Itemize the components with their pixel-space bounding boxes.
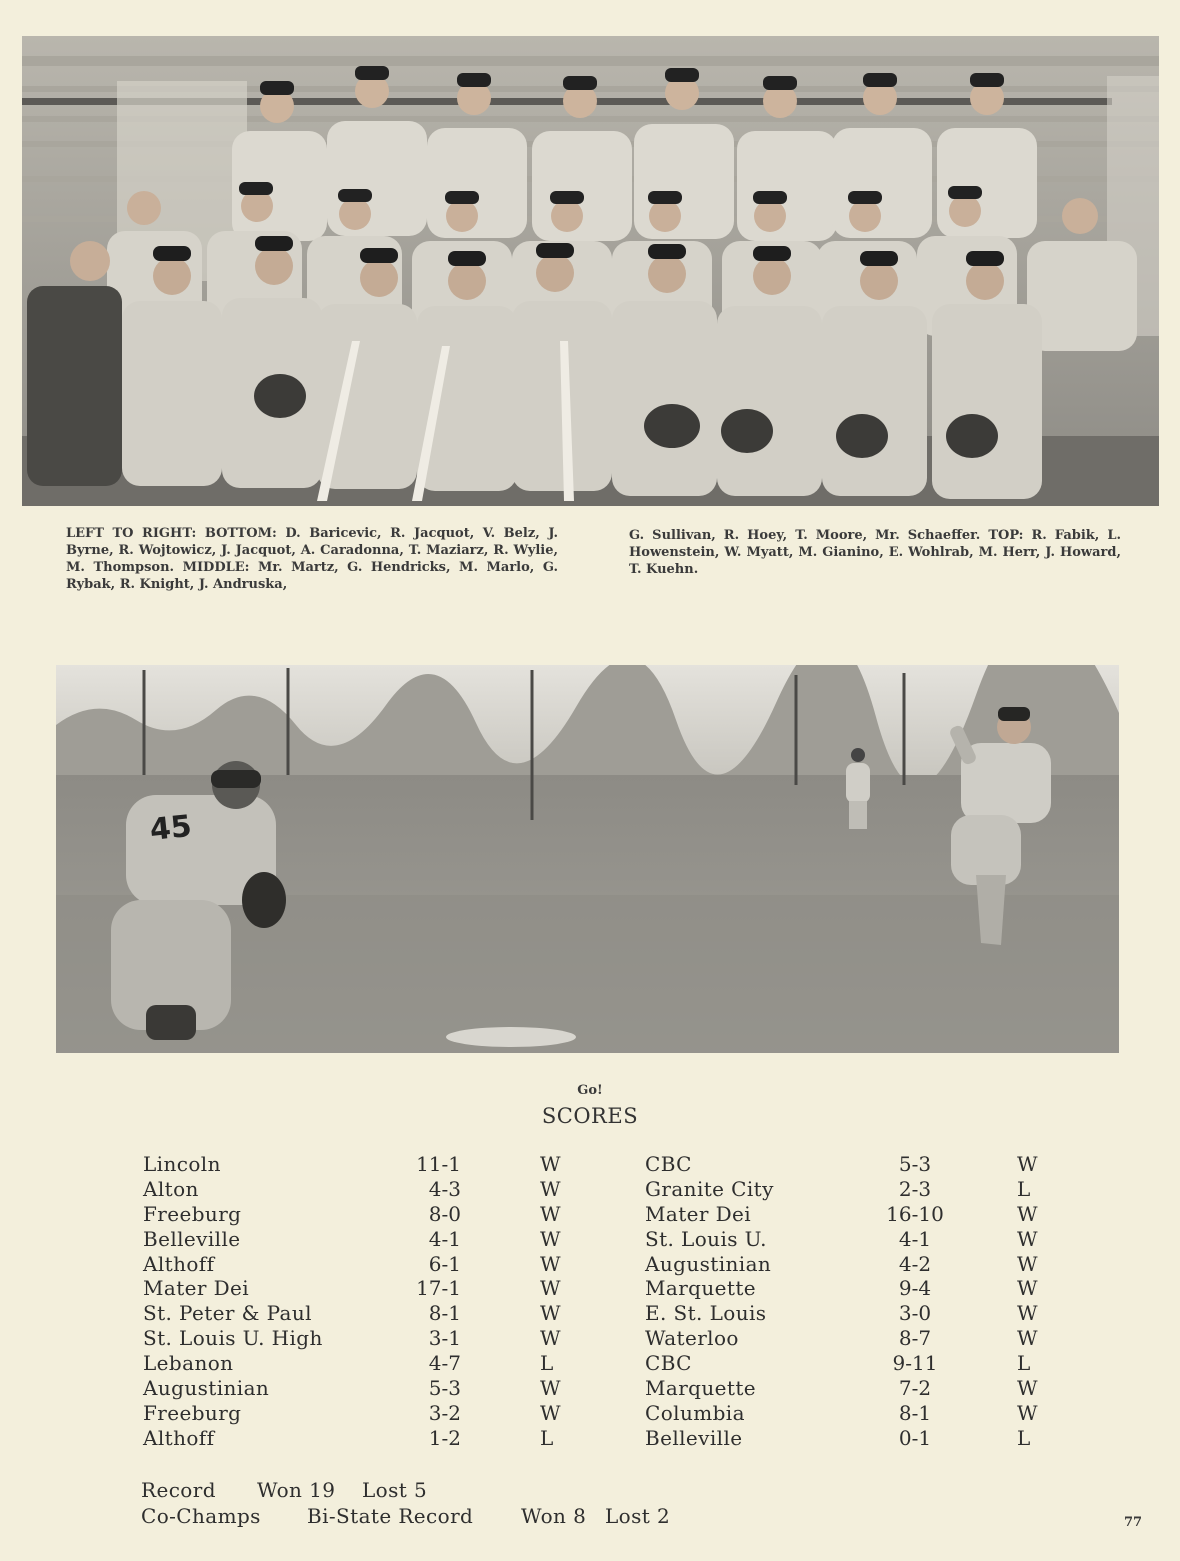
opponent-name: Mater Dei [143,1276,250,1301]
game-result: W [1017,1400,1038,1425]
game-score: 8-7 [898,1326,932,1351]
game-result: W [540,1226,561,1251]
action-photo-graphic [56,665,1119,1053]
game-result: W [540,1152,561,1176]
game-score: 4-1 [898,1226,932,1251]
game-result: W [1017,1376,1038,1401]
score-row [645,1252,1045,1277]
game-result: W [1017,1301,1038,1326]
opponent-name: St. Peter & Paul [143,1301,312,1326]
score-row [143,1227,583,1252]
score-row [645,1401,1045,1426]
game-result: L [540,1351,554,1376]
score-row [645,1351,1045,1376]
opponent-name: Freeburg [143,1400,242,1425]
scores-left-column [143,1152,583,1451]
opponent-name: Belleville [143,1226,241,1251]
opponent-name: St. Louis U. High [143,1326,323,1351]
opponent-name: Marquette [645,1276,756,1301]
go-label: Go! [577,1083,603,1098]
game-score: 4-3 [428,1176,461,1201]
game-result: W [1017,1152,1038,1176]
bi-state-lost: Lost 2 [605,1504,671,1528]
score-row [645,1227,1045,1252]
score-row [143,1426,583,1451]
bi-state-won: Won 8 [521,1504,587,1528]
opponent-name: Althoff [143,1251,215,1276]
game-result: W [1017,1226,1038,1251]
photo-caption-right: G. Sullivan, R. Hoey, T. Moore, Mr. Schaeffer. TOP: R. Fabik, L. Howenstein, W. Myatt, M. Gianino, E. Wohlrab, M. Herr, J. Howard, T. Kuehn. [629,528,1121,577]
game-score: 8-0 [428,1201,461,1226]
game-result: W [540,1301,561,1326]
opponent-name: St. Louis U. [645,1226,767,1251]
bi-state-label: Bi-State Record [307,1504,474,1528]
game-score: 6-1 [428,1251,461,1276]
game-result: W [1017,1251,1038,1276]
record-label: Record [141,1478,216,1502]
game-result: W [540,1376,561,1401]
game-score: 4-2 [898,1251,932,1276]
team-photo [22,36,1159,506]
score-row [143,1202,583,1227]
opponent-name: Marquette [645,1376,756,1401]
game-score: 5-3 [428,1376,461,1401]
opponent-name: CBC [645,1152,692,1176]
opponent-name: Augustinian [645,1251,772,1276]
record-lost: Lost 5 [362,1478,428,1502]
score-row [645,1426,1045,1451]
score-row [143,1376,583,1401]
game-score: 3-2 [428,1400,461,1425]
game-result: W [1017,1326,1038,1351]
game-score: 4-1 [428,1226,461,1251]
game-result: W [1017,1201,1038,1226]
co-champs-label: Co-Champs [141,1504,261,1528]
game-result: W [540,1251,561,1276]
scores-title: SCORES [541,1104,639,1128]
opponent-name: Belleville [645,1425,743,1450]
game-score: 8-1 [898,1400,932,1425]
game-result: W [540,1326,561,1351]
action-photo [56,665,1119,1053]
score-row [143,1301,583,1326]
score-row [143,1276,583,1301]
game-score: 9-11 [892,1351,938,1376]
game-result: W [540,1276,561,1301]
game-score: 8-1 [428,1301,461,1326]
score-row [645,1202,1045,1227]
game-score: 5-3 [898,1152,932,1176]
game-score: 7-2 [898,1376,932,1401]
game-score: 16-10 [886,1201,944,1226]
opponent-name: Granite City [645,1176,774,1201]
game-score: 3-1 [428,1326,461,1351]
game-score: 17-1 [416,1276,461,1301]
opponent-name: Lincoln [143,1152,221,1176]
score-row [143,1177,583,1202]
opponent-name: Columbia [645,1400,745,1425]
score-row [645,1326,1045,1351]
score-row [645,1152,1045,1177]
score-row [645,1301,1045,1326]
record-won: Won 19 [257,1478,336,1502]
game-score: 3-0 [898,1301,932,1326]
score-row [143,1401,583,1426]
game-result: L [1017,1351,1031,1376]
opponent-name: Mater Dei [645,1201,752,1226]
game-score: 4-7 [428,1351,461,1376]
opponent-name: Althoff [143,1425,215,1450]
game-result: W [540,1201,561,1226]
score-row [645,1276,1045,1301]
page-number: 77 [1124,1515,1143,1530]
game-score: 1-2 [428,1425,461,1450]
photo-caption-left: LEFT TO RIGHT: BOTTOM: D. Baricevic, R. Jacquot, V. Belz, J. Byrne, R. Wojtowicz, J. Jacquot, A. Caradonna, T. Maziarz, R. Wylie, M. Thompson. MIDDLE: Mr. Martz, G. Hendricks, M. Marlo, G. Rybak, R. Knight, J. Andruska, [66,526,558,592]
game-result: L [540,1425,554,1450]
score-row [143,1252,583,1277]
opponent-name: Alton [143,1176,199,1201]
score-row [143,1326,583,1351]
game-score: 0-1 [898,1425,932,1450]
plaid-shirt [27,286,122,486]
game-result: W [540,1400,561,1425]
game-score: 11-1 [416,1152,461,1176]
opponent-name: Freeburg [143,1201,242,1226]
jersey-number: 45 [148,808,194,848]
game-result: L [1017,1176,1031,1201]
team-photo-graphic [22,36,1159,506]
opponent-name: Augustinian [143,1376,270,1401]
opponent-name: CBC [645,1351,692,1376]
score-row [645,1376,1045,1401]
game-result: L [1017,1425,1031,1450]
score-row [143,1152,583,1177]
opponent-name: Lebanon [143,1351,234,1376]
game-result: W [1017,1276,1038,1301]
score-row [645,1177,1045,1202]
game-score: 2-3 [898,1176,932,1201]
score-row [143,1351,583,1376]
opponent-name: E. St. Louis [645,1301,767,1326]
opponent-name: Waterloo [645,1326,739,1351]
base [446,1027,576,1047]
game-result: W [540,1176,561,1201]
game-score: 9-4 [898,1276,932,1301]
scores-right-column [645,1152,1045,1451]
